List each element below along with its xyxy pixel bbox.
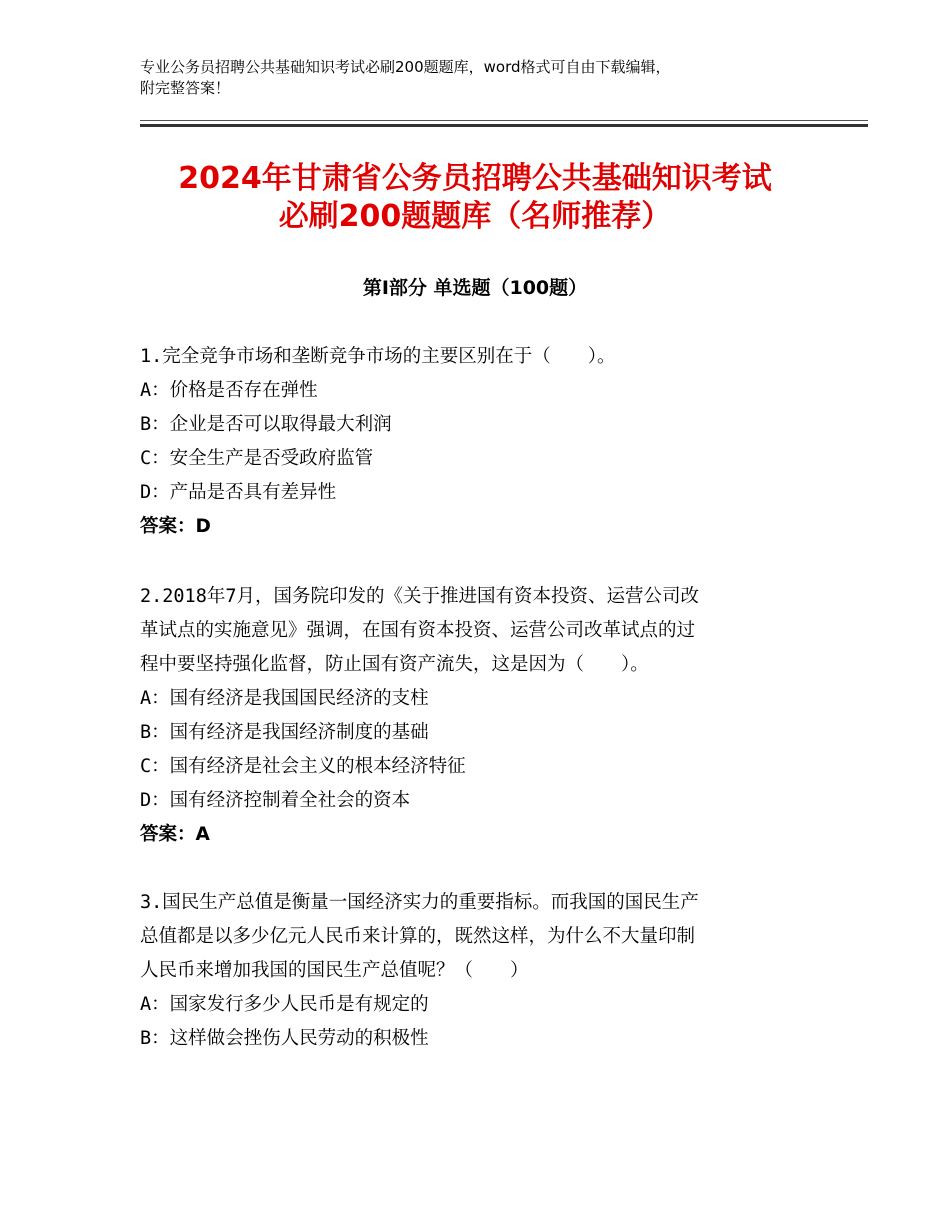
question-2 (140, 580, 805, 852)
option-a: A：国家发行多少人民币是有规定的 (140, 994, 429, 1015)
header-note (140, 57, 840, 99)
answer: 答案：A (140, 824, 210, 845)
section-heading: 第Ⅰ部分 单选题（100题） (362, 277, 588, 299)
title-line-2: 必刷200题题库（名师推荐） (278, 199, 672, 234)
option-b: B：企业是否可以取得最大利润 (140, 414, 392, 435)
question-stem: 1.完全竞争市场和垄断竞争市场的主要区别在于（ ）。 (140, 346, 616, 367)
question-3 (140, 886, 805, 1056)
title-line-1: 2024年甘肃省公务员招聘公共基础知识考试 (178, 161, 772, 196)
option-d: D：产品是否具有差异性 (140, 482, 337, 503)
option-d: D：国有经济控制着全社会的资本 (140, 790, 411, 811)
header-divider-thick (140, 124, 868, 127)
question-stem-line-3: 人民币来增加我国的国民生产总值呢？（ ） (140, 960, 529, 981)
header-note-line-2: 附完整答案！ (140, 79, 231, 97)
header-note-line-1: 专业公务员招聘公共基础知识考试必刷200题题库，word格式可自由下载编辑， (140, 58, 671, 76)
question-stem-line-3: 程中要坚持强化监督，防止国有资产流失，这是因为（ ）。 (140, 654, 649, 675)
option-b: B：这样做会挫伤人民劳动的积极性 (140, 1028, 429, 1049)
option-a: A：价格是否存在弹性 (140, 380, 318, 401)
question-1 (140, 340, 805, 544)
question-stem-line-1: 3.国民生产总值是衡量一国经济实力的重要指标。而我国的国民生产 (140, 892, 699, 913)
document-title (0, 160, 950, 236)
option-a: A：国有经济是我国国民经济的支柱 (140, 688, 429, 709)
option-c: C：安全生产是否受政府监管 (140, 448, 374, 469)
question-stem-line-2: 革试点的实施意见》强调，在国有资本投资、运营公司改革试点的过 (140, 620, 696, 641)
option-c: C：国有经济是社会主义的根本经济特征 (140, 756, 466, 777)
answer: 答案：D (140, 516, 211, 537)
option-b: B：国有经济是我国经济制度的基础 (140, 722, 429, 743)
header-divider-thin (140, 120, 868, 121)
question-stem-line-2: 总值都是以多少亿元人民币来计算的，既然这样，为什么不大量印制 (140, 926, 696, 947)
question-stem-line-1: 2.2018年7月，国务院印发的《关于推进国有资本投资、运营公司改 (140, 586, 699, 607)
